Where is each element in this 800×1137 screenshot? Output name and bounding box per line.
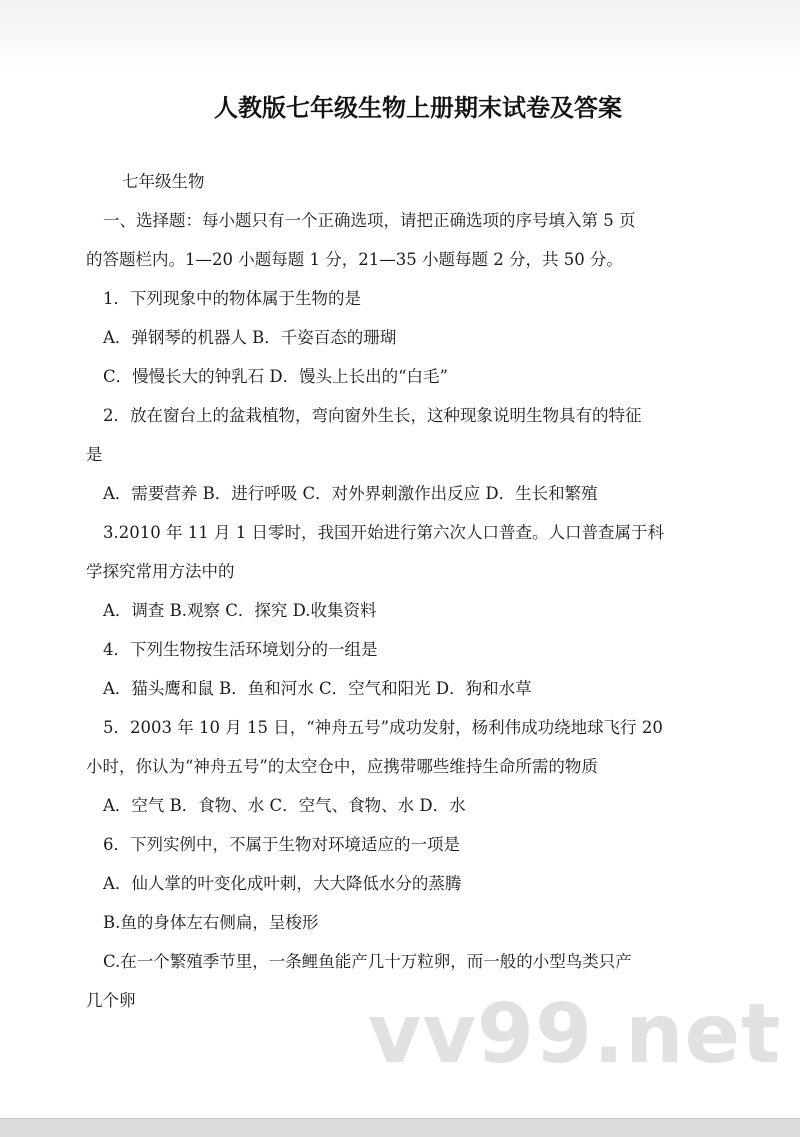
question-2-stem: 2．放在窗台上的盆栽植物，弯向窗外生长，这种现象说明生物具有的特征 (103, 406, 642, 425)
section-intro-line: 的答题栏内。1—20 小题每题 1 分，21—35 小题每题 2 分，共 50 分。 (86, 250, 623, 269)
question-6-stem: 6．下列实例中，不属于生物对环境适应的一项是 (103, 835, 460, 854)
question-5-stem: 5．2003 年 10 月 15 日，“神舟五号”成功发射，杨利伟成功绕地球飞行 20 (103, 718, 663, 737)
question-4-option: A．猫头鹰和鼠 B．鱼和河水 C．空气和阳光 D．狗和水草 (103, 679, 532, 698)
section-intro-line: 一、选择题：每小题只有一个正确选项，请把正确选项的序号填入第 5 页 (103, 211, 636, 230)
question-3-stem: 学探究常用方法中的 (86, 562, 235, 581)
page-bottom-edge (0, 1118, 800, 1137)
question-6-option: A．仙人掌的叶变化成叶刺，大大降低水分的蒸腾 (103, 874, 462, 893)
document-body (86, 162, 706, 1020)
question-2-stem: 是 (86, 445, 103, 464)
question-6-option: B.鱼的身体左右侧扁，呈梭形 (103, 913, 319, 932)
question-5-stem: 小时，你认为“神舟五号”的太空仓中，应携带哪些维持生命所需的物质 (86, 757, 598, 776)
question-2-option: A．需要营养 B．进行呼吸 C．对外界刺激作出反应 D．生长和繁殖 (103, 484, 598, 503)
question-1-stem: 1．下列现象中的物体属于生物的是 (103, 289, 361, 308)
question-4-stem: 4．下列生物按生活环境划分的一组是 (103, 640, 378, 659)
page-top-shade (0, 0, 800, 70)
question-3-stem: 3.2010 年 11 月 1 日零时，我国开始进行第六次人口普查。人口普查属于科 (103, 523, 664, 542)
question-5-option: A．空气 B．食物、水 C．空气、食物、水 D．水 (103, 796, 466, 815)
question-6-option: C.在一个繁殖季节里，一条鲤鱼能产几十万粒卵，而一般的小型鸟类只产 (103, 952, 632, 971)
subject-line: 七年级生物 (122, 172, 205, 191)
document-title: 人教版七年级生物上册期末试卷及答案 (214, 94, 622, 122)
watermark-text: vv99.net (368, 987, 782, 1082)
question-1-option: A．弹钢琴的机器人 B．千姿百态的珊瑚 (103, 328, 397, 347)
question-1-option: C．慢慢长大的钟乳石 D．馒头上长出的“白毛” (103, 367, 448, 386)
question-6-option: 几个卵 (86, 991, 136, 1010)
question-3-option: A．调查 B.观察 C．探究 D.收集资料 (103, 601, 377, 620)
